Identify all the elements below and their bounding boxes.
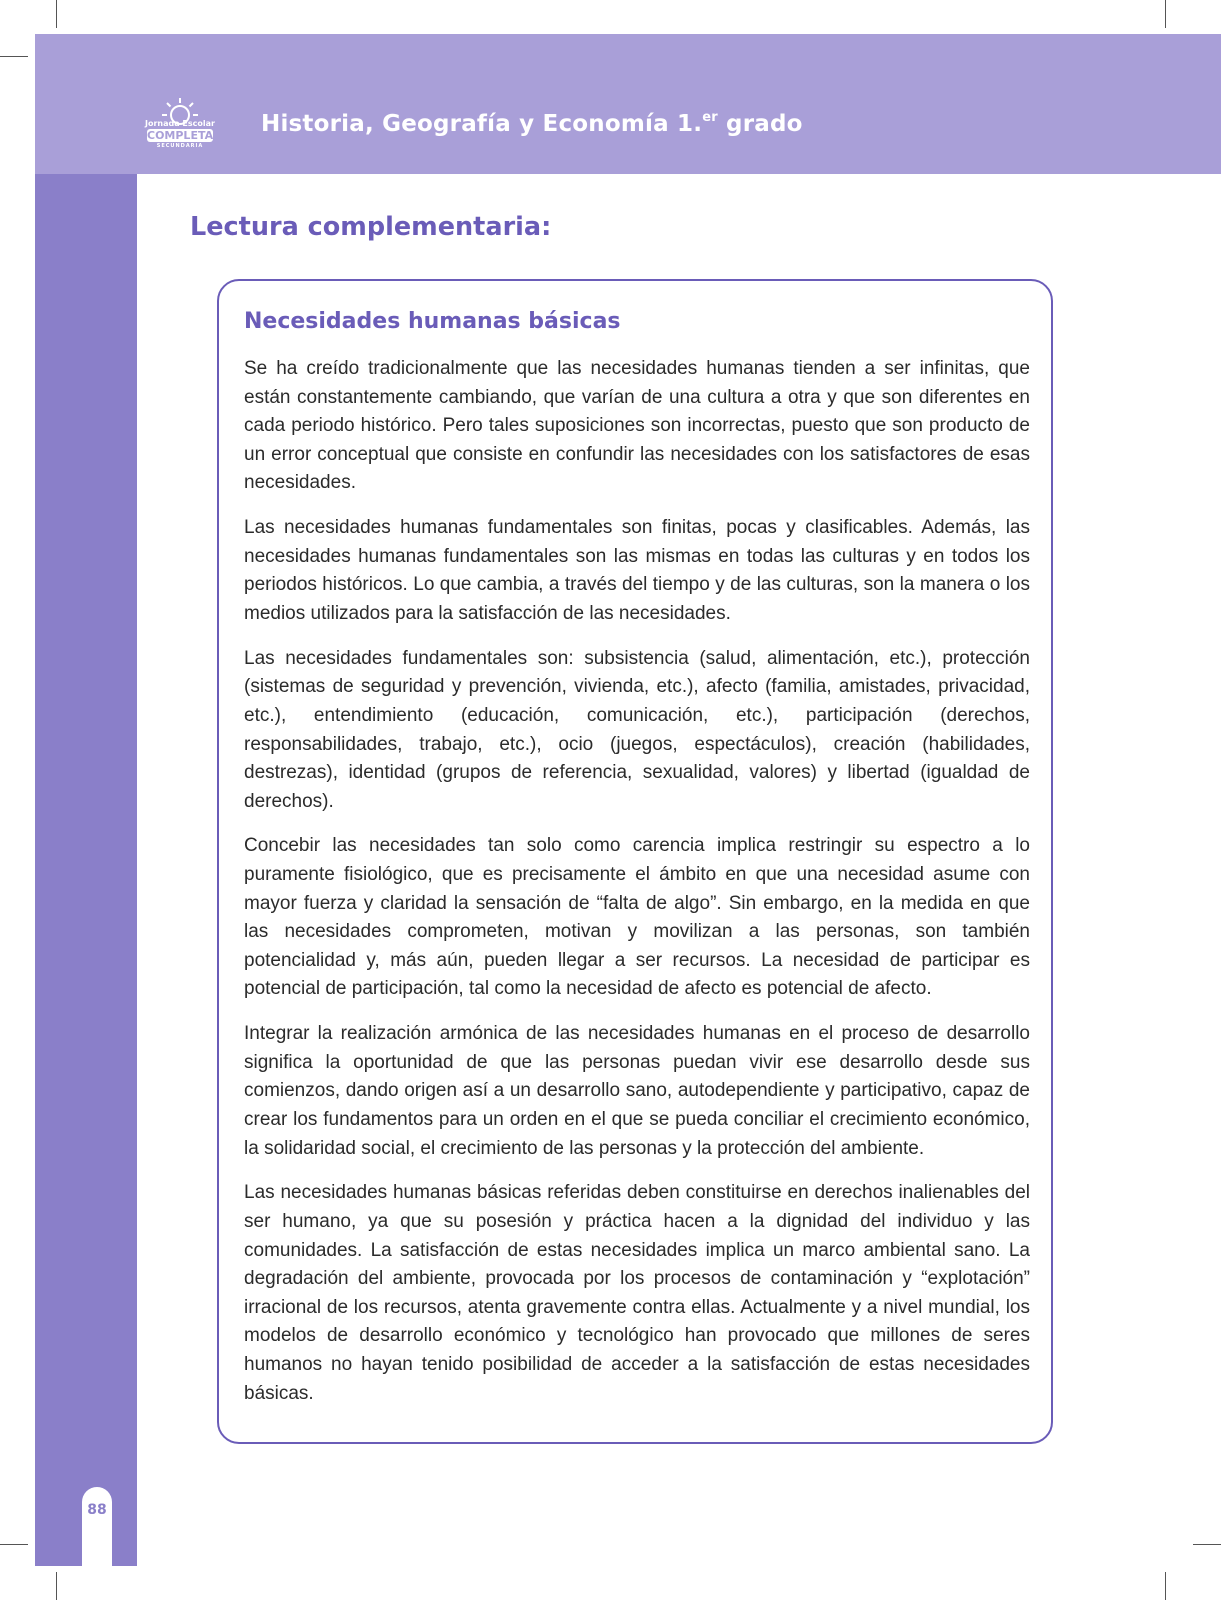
crop-mark <box>56 0 57 28</box>
section-title: Lectura complementaria: <box>190 212 552 242</box>
logo-line1: Jornada Escolar <box>145 119 215 128</box>
crop-mark <box>0 1544 28 1545</box>
page-number: 88 <box>87 1502 107 1518</box>
paragraph: Concebir las necesidades tan solo como carencia implica restringir su espectro a lo puramente fisiológico, que es precisamente el ámbito en que una necesidad asume con mayor fuerza y claridad la sensación de “falta de algo”. Sin embargo, en la medida en que las necesidades comprometen, motivan y movilizan a las personas, son también potencialidad y, más aún, pueden llegar a ser recursos. La necesidad de participar es potencial de participación, tal como la necesidad de afecto es potencial de afecto. <box>244 835 1030 1000</box>
jornada-escolar-logo <box>140 95 220 155</box>
crop-mark <box>56 1572 57 1600</box>
header-title-main: Historia, Geografía y Economía 1. <box>261 111 703 137</box>
crop-mark <box>1165 1572 1166 1600</box>
reading-title: Necesidades humanas básicas <box>244 309 621 334</box>
paragraph: Las necesidades humanas básicas referidas deben constituirse en derechos inalienables del ser humano, ya que su posesión y práctica hacen a la dignidad del individuo y las comunidades. La satisfacción de estas necesidades implica un marco ambiental sano. La degradación del ambiente, provocada por los procesos de contaminación y “explotación” irracional de los recursos, atenta gravemente contra ellas. Actualmente y a nivel mundial, los modelos de desarrollo económico y tecnológico han provocado que millones de seres humanos no hayan tenido posibilidad de acceder a la satisfacción de estas necesidades básicas. <box>244 1182 1030 1404</box>
paragraph: Integrar la realización armónica de las necesidades humanas en el proceso de desarrollo significa la oportunidad de que las personas puedan vivir ese desarrollo desde sus comienzos, dando origen así a un desarrollo sano, autodependiente y participativo, capaz de crear los fundamentos para un orden en el que se pueda conciliar el crecimiento económico, la solidaridad social, el crecimiento de las personas y la protección del ambiente. <box>244 1023 1030 1159</box>
reading-body <box>244 355 1030 1424</box>
header-title-superscript: er <box>702 110 718 125</box>
sidebar-band <box>35 174 137 1566</box>
logo-line3: SECUNDARIA <box>156 143 204 149</box>
crop-mark <box>1193 1544 1221 1545</box>
header-title <box>261 110 803 137</box>
crop-mark <box>1165 0 1166 28</box>
paragraph: Las necesidades fundamentales son: subsistencia (salud, alimentación, etc.), protección (sistemas de seguridad y prevención, vivienda, etc.), afecto (familia, amistades, privacidad, etc.), entendimiento (educación, comunicación, etc.), participación (derechos, responsabilidades, trabajo, etc.), ocio (juegos, espectáculos), creación (habilidades, destrezas), identidad (grupos de referencia, sexualidad, valores) y libertad (igualdad de derechos). <box>244 647 1030 812</box>
paragraph: Las necesidades humanas fundamentales son finitas, pocas y clasificables. Además, las necesidades humanas fundamentales son las mismas en todas las culturas y en todos los periodos históricos. Lo que cambia, a través del tiempo y de las culturas, son la manera o los medios utilizados para la satisfacción de las necesidades. <box>244 517 1030 624</box>
page-number-tab <box>82 1487 112 1566</box>
crop-mark <box>0 56 28 57</box>
paragraph: Se ha creído tradicionalmente que las necesidades humanas tienden a ser infinitas, que están constantemente cambiando, que varían de una cultura a otra y que son diferentes en cada periodo histórico. Pero tales suposiciones son incorrectas, puesto que son producto de un error conceptual que consiste en confundir las necesidades con los satisfactores de esas necesidades. <box>244 358 1030 494</box>
header-title-tail: grado <box>717 111 803 137</box>
logo-line2: COMPLETA <box>147 129 214 142</box>
